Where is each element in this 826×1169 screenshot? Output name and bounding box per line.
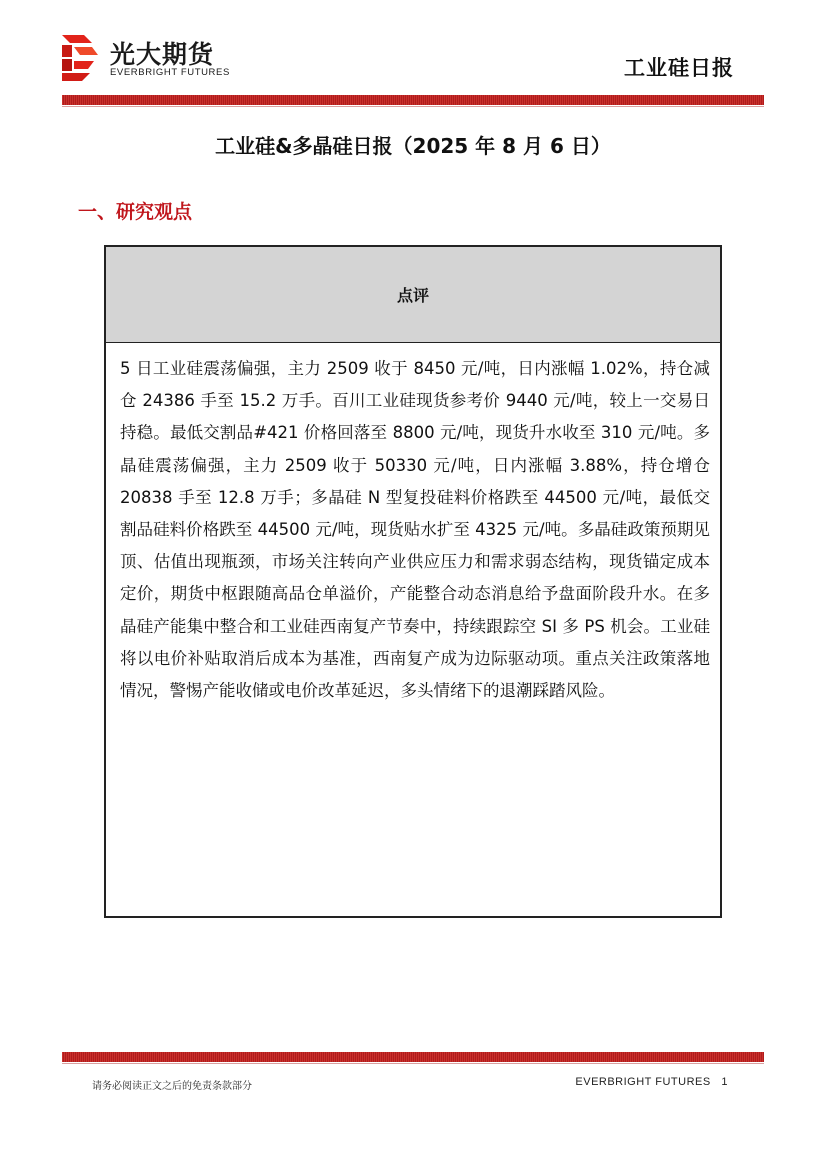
report-type-title: 工业硅日报 <box>624 56 734 80</box>
logo-english-name: EVERBRIGHT FUTURES <box>110 67 230 78</box>
footer-divider <box>62 1052 764 1062</box>
section-heading: 一、研究观点 <box>78 201 193 223</box>
footer-brand-name: EVERBRIGHT FUTURES <box>575 1076 711 1088</box>
company-logo <box>62 35 262 81</box>
document-title: 工业硅&多晶硅日报（2025 年 8 月 6 日） <box>215 134 611 158</box>
page-number: 1 <box>721 1076 728 1088</box>
commentary-text: 5 日工业硅震荡偏强，主力 2509 收于 8450 元/吨，日内涨幅 1.02%，持仓减仓 24386 手至 15.2 万手。百川工业硅现货参考价 9440 元/吨，较上一交易日持稳。最低交割品#421 价格回落至 8800 元/吨，现货升水收至 310 元/吨。多晶硅震荡偏强，主力 2509 收于 50330 元/吨，日内涨幅 3.88%，持仓增仓 20838 手至 12.8 万手；多晶硅 N 型复投硅料价格跌至 44500 元/吨，最低交割品硅料价格跌至 44500 元/吨，现货贴水扩至 4325 元/吨。多晶硅政策预期见顶、估值出现瓶颈，市场关注转向产业供应压力和需求弱态结构，现货锚定成本定价，期货中枢跟随高品仓单溢价，产能整合动态消息给予盘面阶段升水。在多晶硅产能集中整合和工业硅西南复产节奏中，持续跟踪空 SI 多 PS 机会。工业硅将以电价补贴取消后成本为基准，西南复产成为边际驱动项。重点关注政策落地情况，警惕产能收储或电价改革延迟，多头情绪下的退潮踩踏风险。 <box>120 359 710 701</box>
commentary-table <box>104 245 722 918</box>
everbright-logo-icon <box>62 35 98 81</box>
header-divider <box>62 95 764 105</box>
table-header: 点评 <box>106 247 720 343</box>
disclaimer-link-text: 请务必阅读正文之后的免责条款部分 <box>92 1081 252 1092</box>
logo-chinese-name: 光大期货 <box>110 40 215 69</box>
footer-brand <box>575 1076 728 1088</box>
